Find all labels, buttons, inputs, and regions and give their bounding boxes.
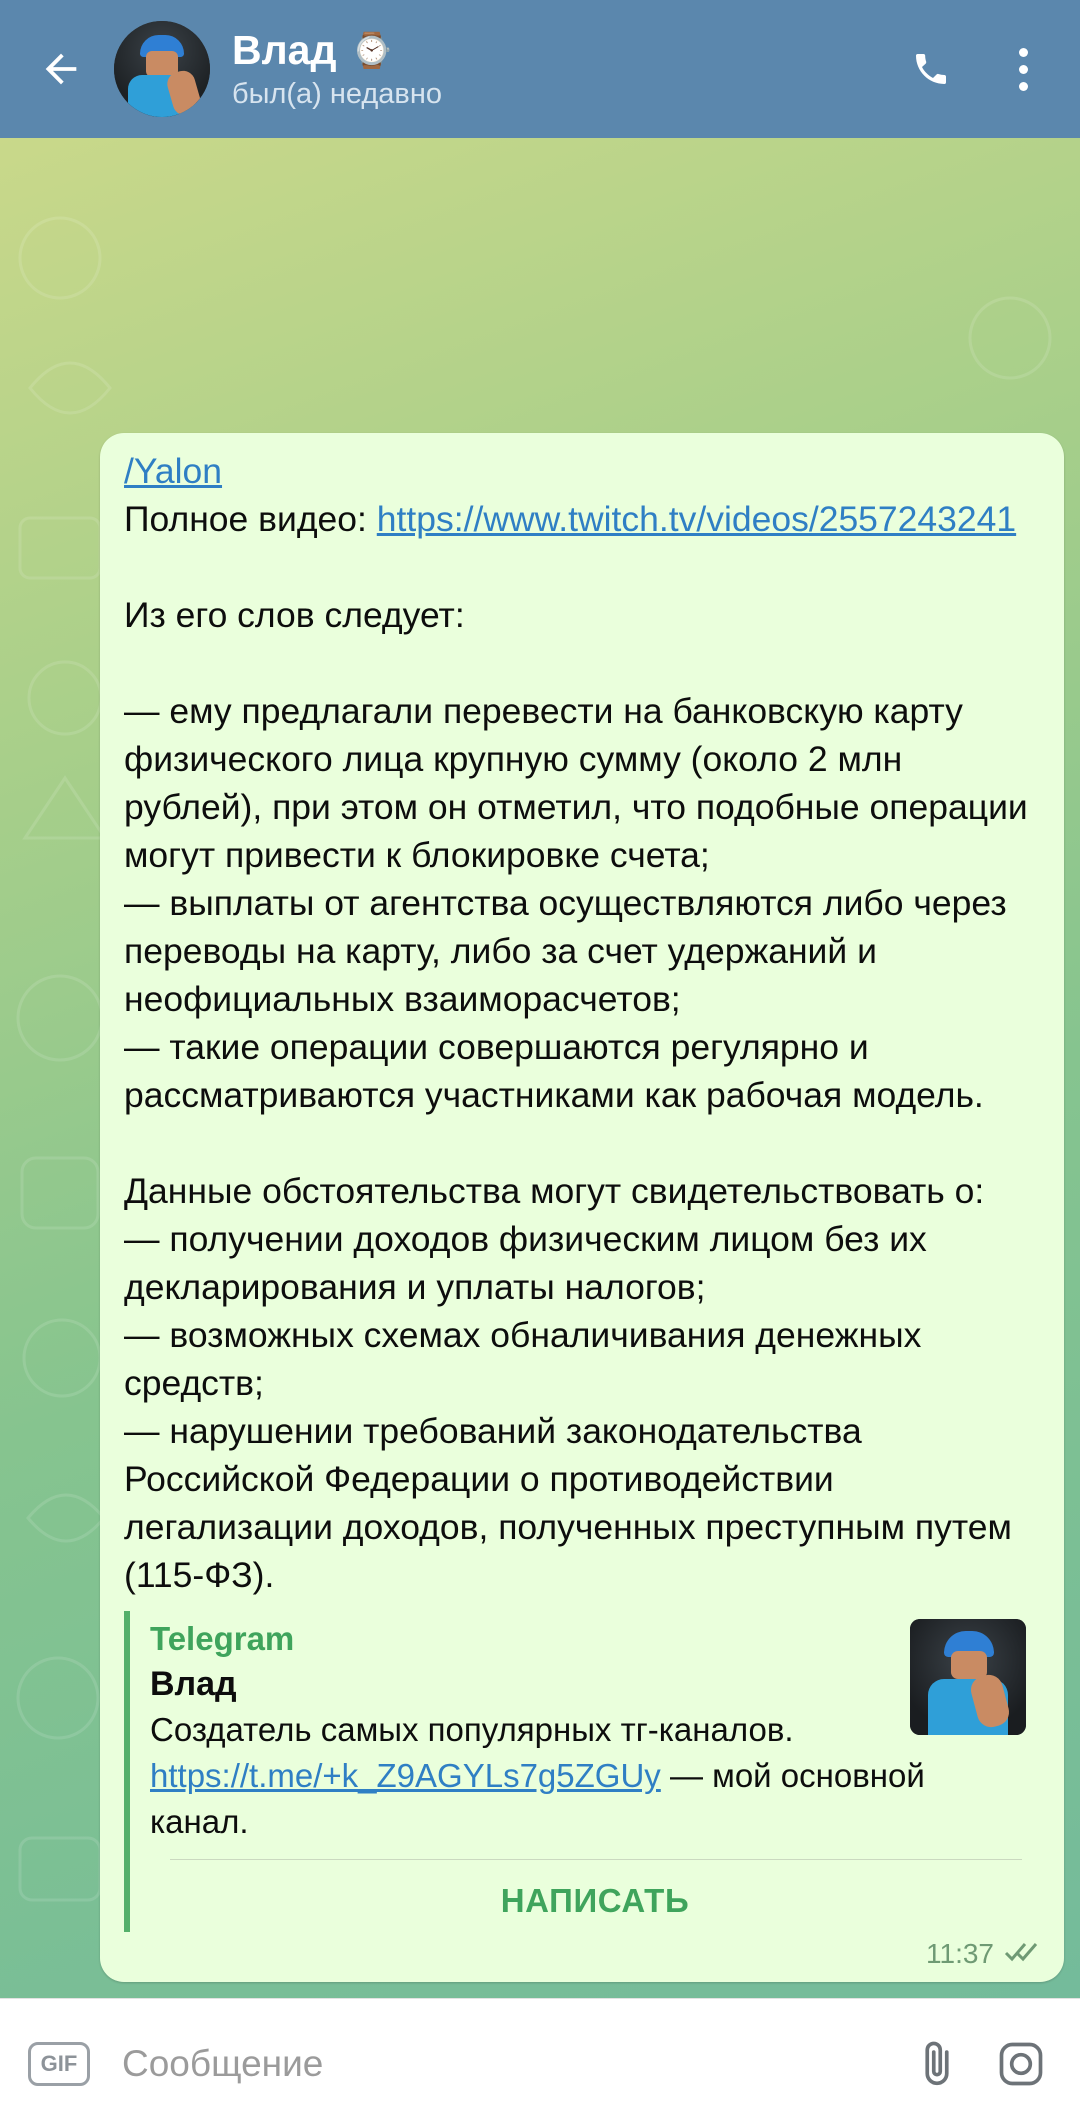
header-actions bbox=[900, 38, 1054, 100]
chat-title-row bbox=[232, 27, 900, 74]
attach-button[interactable] bbox=[906, 2033, 968, 2095]
link-preview-title: Влад bbox=[150, 1665, 237, 1703]
call-button[interactable] bbox=[900, 38, 962, 100]
chat-title: Влад bbox=[232, 27, 337, 73]
bullet-item: — получении доходов физическим лицом без их декларирования и уплаты налогов; bbox=[124, 1219, 927, 1307]
partial-link-top[interactable]: /Yalon bbox=[124, 451, 223, 491]
menu-button[interactable] bbox=[992, 38, 1054, 100]
more-vertical-icon bbox=[1019, 48, 1028, 91]
bullet-item: — возможных схемах обналичивания денежных средств; bbox=[124, 1315, 922, 1403]
bullet-item: — ему предлагали перевести на банковскую карту физического лица крупную сумму (около 2 млн рублей), при этом он отметил, что подобные операции могут привести к блокировке счета; bbox=[124, 691, 1028, 875]
chat-title-block[interactable] bbox=[232, 27, 900, 111]
link-preview-site-name: Telegram bbox=[150, 1620, 295, 1657]
preview-channel-link[interactable]: https://t.me/+k_Z9AGYLs7g5ZGUy bbox=[150, 1757, 661, 1794]
outgoing-message-bubble[interactable] bbox=[100, 433, 1064, 1982]
chat-header bbox=[0, 0, 1080, 138]
message-time: 11:37 bbox=[926, 1938, 994, 1969]
message-composer bbox=[0, 1998, 1080, 2128]
link-preview-description bbox=[150, 1707, 1040, 1845]
full-video-label: Полное видео: bbox=[124, 499, 377, 539]
intro-paragraph: Из его слов следует: bbox=[124, 595, 465, 635]
bullet-item: — такие операции совершаются регулярно и рассматриваются участниками как рабочая модель. bbox=[124, 1027, 984, 1115]
chat-message-area[interactable] bbox=[0, 138, 1080, 1998]
thumbnail-face bbox=[951, 1651, 987, 1679]
link-preview-thumbnail[interactable] bbox=[910, 1619, 1026, 1735]
bullet-item: — выплаты от агентства осуществляются либо через переводы на карту, либо за счет удержаний и неофициальных взаиморасчетов; bbox=[124, 883, 1007, 1019]
second-paragraph: Данные обстоятельства могут свидетельствовать о: bbox=[124, 1171, 985, 1211]
link-preview-card[interactable] bbox=[124, 1611, 1040, 1932]
message-meta bbox=[124, 1932, 1040, 1970]
avatar[interactable] bbox=[114, 21, 210, 117]
bullet-item: — нарушении требований законодательства Российской Федерации о противодействии легализации доходов, полученных преступным путем (115-ФЗ). bbox=[124, 1411, 1012, 1595]
paragraph-gap bbox=[124, 1119, 1040, 1167]
write-button[interactable]: НАПИСАТЬ bbox=[500, 1882, 690, 1919]
camera-button[interactable] bbox=[990, 2033, 1052, 2095]
paragraph-gap bbox=[124, 639, 1040, 687]
full-video-link[interactable]: https://www.twitch.tv/videos/2557243241 bbox=[376, 499, 1017, 539]
message-body bbox=[124, 447, 1040, 1599]
message-input[interactable]: Сообщение bbox=[122, 2042, 324, 2084]
phone-icon bbox=[911, 49, 951, 89]
back-arrow-icon bbox=[38, 46, 84, 92]
camera-icon bbox=[995, 2038, 1047, 2090]
gif-button[interactable]: GIF bbox=[28, 2042, 90, 2086]
preview-desc-part2: — мой основной канал. bbox=[150, 1757, 925, 1840]
back-button[interactable] bbox=[26, 34, 96, 104]
read-double-check-icon bbox=[1004, 1940, 1040, 1969]
paragraph-gap bbox=[124, 543, 1040, 591]
message-bubble-container bbox=[100, 138, 1064, 1998]
preview-desc-part1: Создатель самых популярных тг-каналов. bbox=[150, 1711, 794, 1748]
chat-status: был(а) недавно bbox=[232, 78, 442, 110]
watch-emoji-icon: ⌚ bbox=[350, 31, 393, 70]
paperclip-icon bbox=[911, 2038, 963, 2090]
